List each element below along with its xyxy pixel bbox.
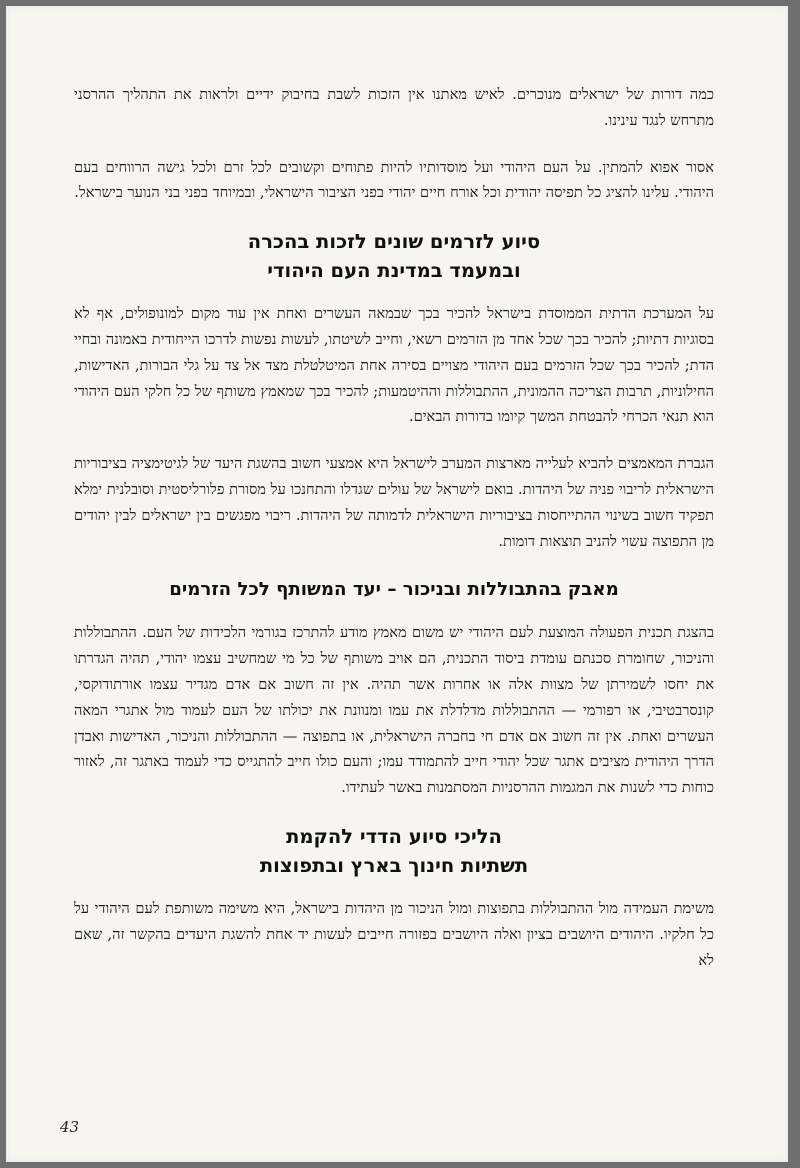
heading-mutual-aid-line-2: תשתיות חינוך בארץ ובתפוצות [259,853,529,877]
page-number: 43 [60,1118,80,1136]
paragraph-joint-mission: משימת העמידה מול ההתבוללות בתפוצות ומול הניכור מן היהדות בישראל, היא משימה משותפת לעם היהודי על כל חלקיו. היהודים היושבים בציון ואלה היושבים בפזורה חייבים לעשות יד אחת להשגת היעדים בהקשר זה, שאם לא [74,899,714,969]
heading-assimilation: מאבק בהתבוללות ובניכור – יעד המשותף לכל הזרמים [169,579,619,601]
paragraph-openness: אסור אפוא להמתין. על העם היהודי ועל מוסדותיו להיות פתוחים וקשובים לכל זרם ולכל גישה הרווחים בעם היהודי. עלינו להציג כל תפיסה יהודית וכל אורח חיים יהודי בפני הציבור הישראלי, ובמיוחד בפני בני הנוער בישראל. [74,158,714,202]
heading-mutual-aid-line-1: הליכי סיוע הדדי להקמת [286,824,502,848]
heading-mutual-aid [74,822,714,880]
paragraph-aliyah: הגברת המאמצים להביא לעלייה מארצות המערב לישראל היא אמצעי חשוב בהשגת היעד של לגיטימציה בציבוריות הישראלית לריבוי פניה של היהדות. בואם לישראל של עולים שגדלו והתחנכו על מסורת פלורליסטית וסובלנית ימלא תפקיד חשוב בשינוי ההתייחסות בציבוריות הישראלית לדמותה של היהדות. ריבוי מפגשים בין ישראלים לבין יהודים מן התפוצה עשוי להניב תוצאות דומות. [74,455,714,550]
paragraph-action-plan: בהצגת תכנית הפעולה המוצעת לעם היהודי יש משום מאמץ מודע להתרכז בגורמי הלכידות של העם. ההתבוללות והניכור, שחומרת סכנתם עומדת ביסוד התכנית, הם אויב משותף של כל מי שמחשיב עצמו יהודי, תהיה הגדרתו את יחסו לשמירתן של מצוות אלה או אחרות אשר תהיה. אין זה חשוב אם אדם מגדיר עצמו אורתודוקסי, קונסרבטיבי, או רפורמי — ההתבוללות מדלדלת את עמו ומנוונת את יכולתו של העם לעמוד מול אתגרי המאה העשרים ואחת. אין זה חשוב אם אדם חי בחברה הישראלית, או בתפוצה — ההתבוללות והניכור, האדישות ואבדן הדרך היהודית מציבים אתגר שכל יהודי חייב להתמודד עמו; והעם כולו חייב להתגייס כדי לעמוד באתגר זה, לאזור כוחות כדי לשנות את המגמות ההרסניות המסתמנות באשר לעתידו. [74,624,714,797]
heading-recognition [74,227,714,285]
page-content [74,82,714,994]
paragraph-religious-establishment: על המערכת הדתית הממוסדת בישראל להכיר בכך שבמאה העשרים ואחת אין עוד מקום למונופולים, אף לא בסוגיות דתיות; להכיר בכך שכל אחד מן הזרמים רשאי, וחייב לשיטתו, לעשות נפשות לדרכו הייחודית באמונה ובחיי הדת; להכיר בכך שכל הזרמים בעם היהודי מצויים בסירה אחת המיטלטלת מצד אל צד על גלי הבורות, האדישות, החילוניות, תרבות הצריכה ההמונית, ההתבוללות וההיטמעות; להכיר בכך שמאמץ משותף של כל חלקי העם היהודי הוא תנאי הכרחי להבטחת המשך קיומו בדורות הבאים. [74,305,714,426]
book-page [6,6,788,1162]
heading-recognition-line-1: סיוע לזרמים שונים לזכות בהכרה [247,230,541,254]
paragraph-continuation: כמה דורות של ישראלים מנוכרים. לאיש מאתנו אין הזכות לשבת בחיבוק ידיים ולראות את התהליך ההרסני מתרחש לנגד עינינו. [74,86,714,129]
heading-recognition-line-2: ובמעמד במדינת העם היהודי [267,259,521,283]
